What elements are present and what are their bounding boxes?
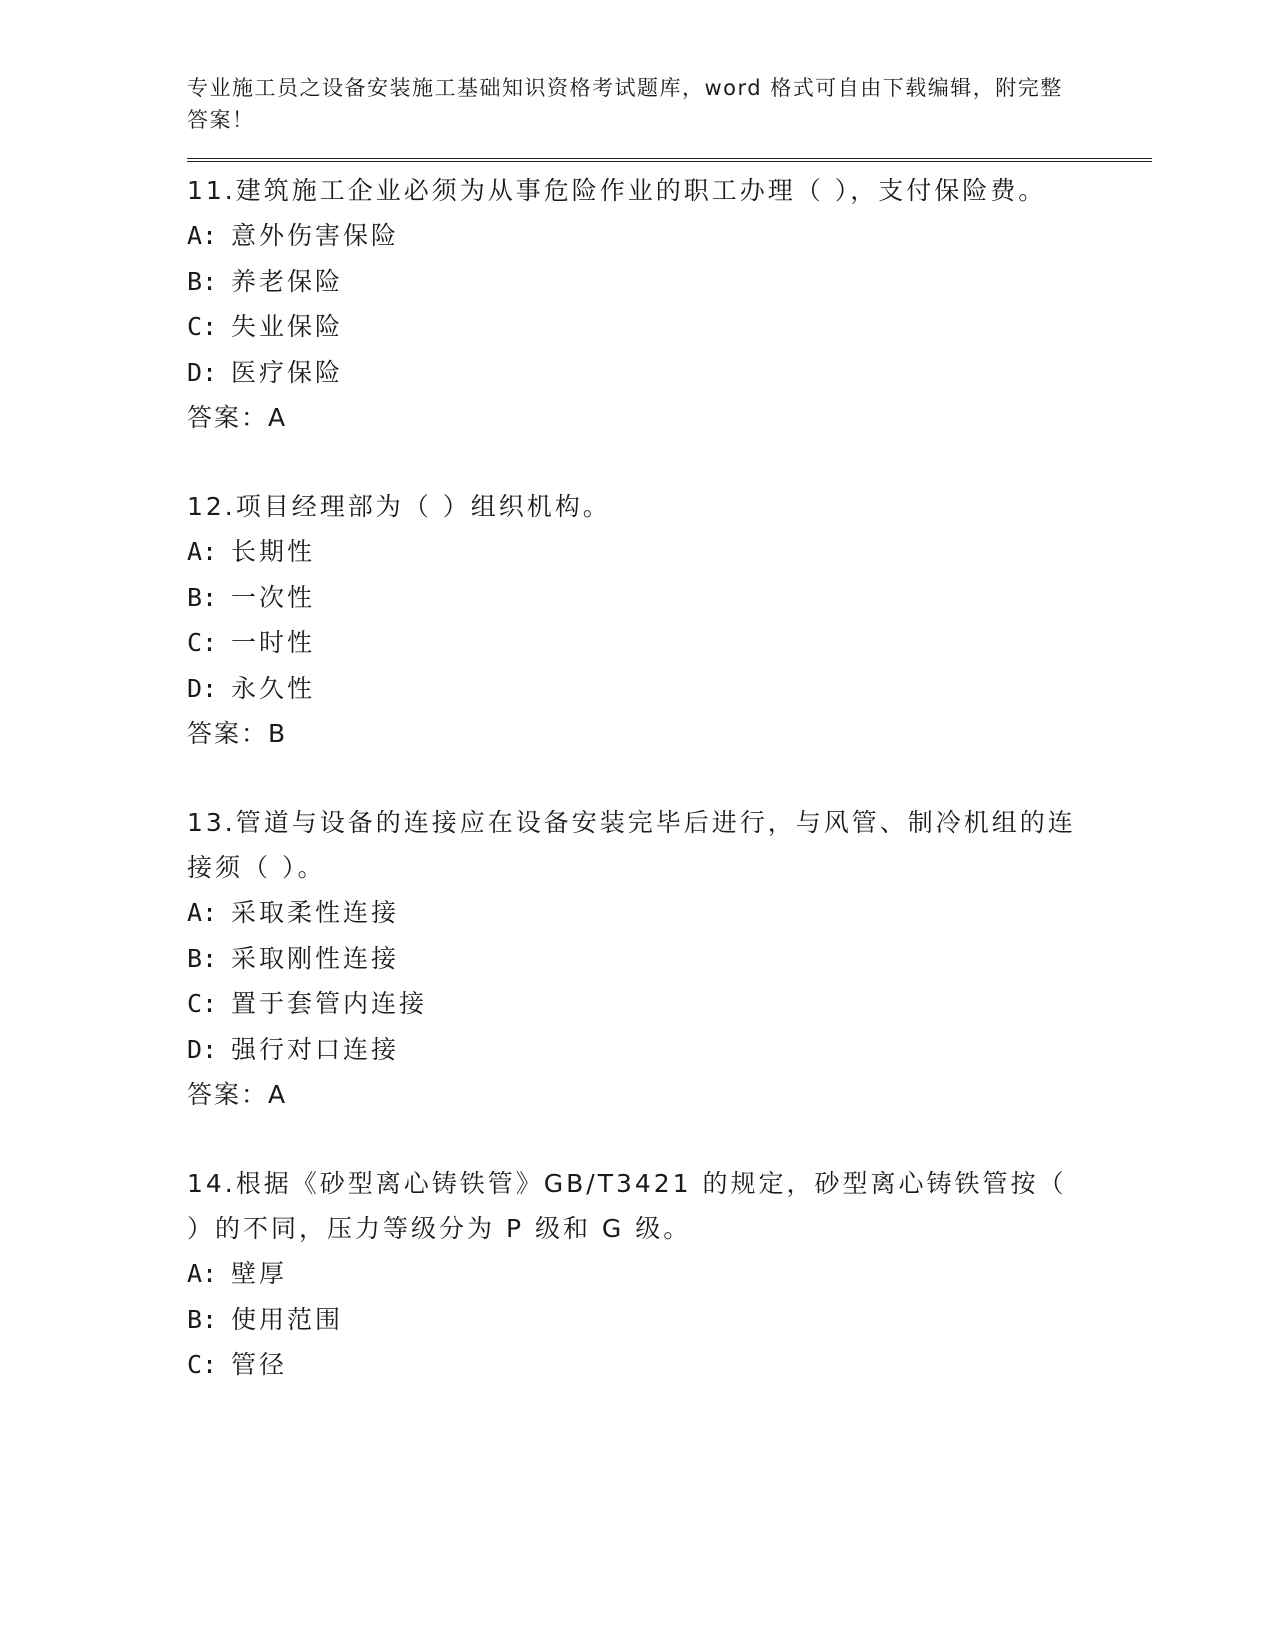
question-stem: 14.根据《砂型离心铸铁管》GB/T3421 的规定，砂型离心铸铁管按（ ）的不同，压力等级分为 P 级和 G 级。 (187, 1169, 1067, 1243)
option-letter: B: (187, 582, 218, 612)
option-c (187, 981, 1152, 1027)
option-text: 医疗保险 (231, 357, 344, 387)
answer: 答案：A (187, 1080, 288, 1109)
option-b (187, 575, 1152, 621)
header-divider (187, 158, 1152, 162)
option-text: 一次性 (231, 582, 316, 612)
option-letter: A: (187, 537, 218, 566)
option-a (187, 1251, 1152, 1297)
option-letter: A: (187, 221, 218, 250)
question-13 (187, 800, 1152, 1117)
answer: 答案：A (187, 403, 288, 432)
question-12 (187, 484, 1152, 756)
option-text: 置于套管内连接 (231, 989, 428, 1018)
question-stem: 13.管道与设备的连接应在设备安装完毕后进行，与风管、制冷机组的连接须（ ）。 (187, 808, 1076, 882)
option-text: 采取柔性连接 (231, 898, 400, 927)
option-text: 意外伤害保险 (231, 221, 400, 250)
option-text: 使用范围 (231, 1304, 344, 1334)
option-letter: D: (187, 357, 218, 387)
option-letter: B: (187, 266, 218, 296)
option-b (187, 1297, 1152, 1343)
option-letter: D: (187, 1034, 218, 1064)
option-letter: B: (187, 1304, 218, 1334)
option-d (187, 1027, 1152, 1073)
option-text: 长期性 (231, 537, 316, 566)
question-stem: 11.建筑施工企业必须为从事危险作业的职工办理（ ），支付保险费。 (187, 176, 1047, 205)
answer: 答案：B (187, 719, 288, 748)
option-c (187, 1342, 1152, 1388)
option-text: 壁厚 (231, 1259, 288, 1288)
option-letter: C: (187, 1350, 218, 1379)
question-14 (187, 1161, 1152, 1388)
option-text: 永久性 (231, 673, 316, 703)
document-header: 专业施工员之设备安装施工基础知识资格考试题库，word 格式可自由下载编辑，附完整答案！ (187, 76, 1063, 132)
option-text: 采取刚性连接 (231, 943, 400, 973)
option-letter: A: (187, 1259, 218, 1288)
option-a (187, 529, 1152, 575)
option-text: 强行对口连接 (231, 1034, 400, 1064)
option-letter: D: (187, 673, 218, 703)
option-b (187, 259, 1152, 305)
option-letter: C: (187, 628, 218, 657)
option-a (187, 890, 1152, 936)
option-text: 一时性 (231, 628, 316, 657)
option-letter: A: (187, 898, 218, 927)
option-c (187, 304, 1152, 350)
option-text: 管径 (231, 1350, 288, 1379)
option-a (187, 213, 1152, 259)
option-d (187, 666, 1152, 712)
question-list (187, 168, 1152, 1388)
option-letter: B: (187, 943, 218, 973)
option-text: 失业保险 (231, 312, 344, 341)
option-d (187, 350, 1152, 396)
option-text: 养老保险 (231, 266, 344, 296)
option-letter: C: (187, 312, 218, 341)
option-c (187, 620, 1152, 666)
option-b (187, 936, 1152, 982)
question-11 (187, 168, 1152, 440)
option-letter: C: (187, 989, 218, 1018)
question-stem: 12.项目经理部为（ ）组织机构。 (187, 492, 611, 521)
document-page (187, 72, 1152, 1432)
